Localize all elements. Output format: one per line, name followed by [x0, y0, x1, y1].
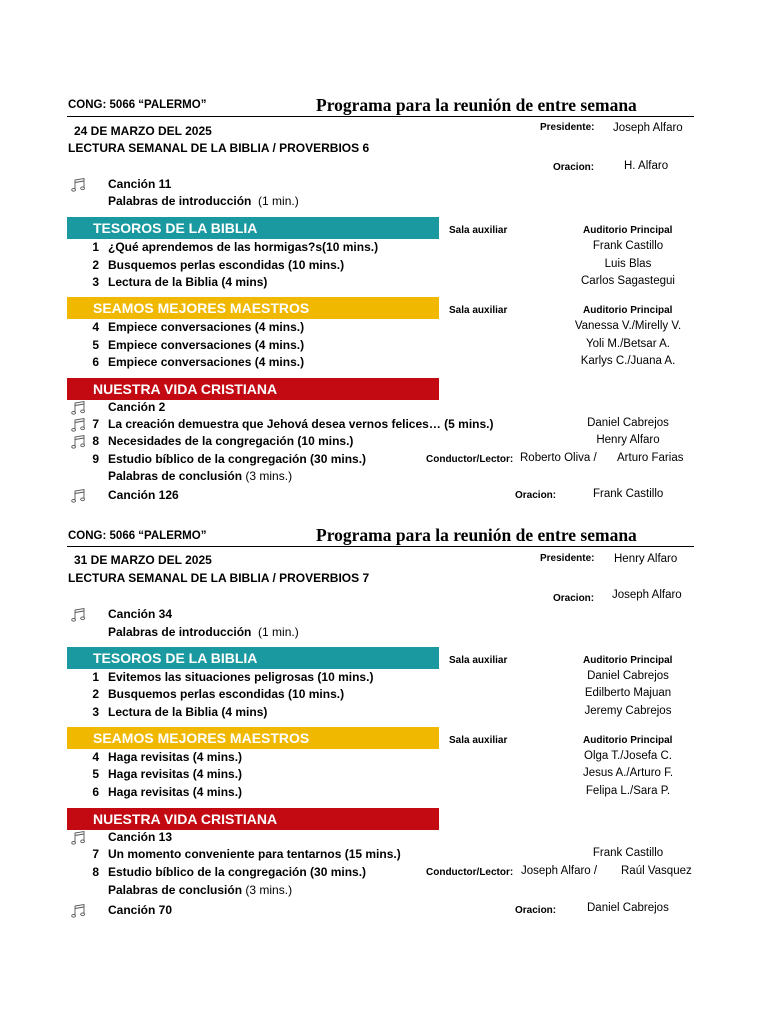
music-note-icon [71, 488, 87, 504]
music-note-icon [71, 177, 87, 193]
assignee: Felipa L./Sara P. [585, 785, 671, 797]
section-treasures: TESOROS DE LA BIBLIA [67, 217, 439, 239]
reader-name: Raúl Vasquez [621, 865, 692, 877]
item-title: La creación demuestra que Jehová desea vernos felices… (5 mins.) [108, 417, 494, 431]
middle-song: Canción 13 [108, 830, 173, 844]
main-room-label: Auditorio Principal [583, 225, 673, 236]
section-christian-life: NUESTRA VIDA CRISTIANA [67, 808, 439, 830]
assignee: Jesus A./Arturo F. [582, 767, 674, 779]
item-number: 3 [92, 275, 99, 289]
item-number: 2 [92, 687, 99, 701]
section-teachers: SEAMOS MEJORES MAESTROS [67, 727, 439, 749]
closing-words: Palabras de conclusión (3 mins.) [108, 469, 293, 483]
item-title: Haga revisitas (4 mins.) [108, 785, 243, 799]
assignee: Karlys C./Juana A. [580, 355, 676, 367]
closing-song: Canción 70 [108, 903, 173, 917]
prayer-name: H. Alfaro [624, 160, 669, 172]
bible-reading: LECTURA SEMANAL DE LA BIBLIA / PROVERBIOS 7 [68, 571, 370, 585]
item-title: Empiece conversaciones (4 mins.) [108, 355, 305, 369]
page-title: Programa para la reunión de entre semana [316, 525, 637, 545]
conductor-name: Joseph Alfaro / [521, 865, 598, 877]
item-number: 5 [92, 338, 99, 352]
section-treasures: TESOROS DE LA BIBLIA [67, 647, 439, 669]
item-title: Empiece conversaciones (4 mins.) [108, 320, 305, 334]
item-title: Necesidades de la congregación (10 mins.) [108, 434, 354, 448]
assignee: Carlos Sagastegui [581, 275, 675, 287]
aux-room-label: Sala auxiliar [449, 655, 508, 666]
intro-words: Palabras de introducción (1 min.) [108, 194, 299, 208]
assignee: Luis Blas [604, 258, 652, 270]
closing-prayer-label: Oracion: [515, 905, 557, 916]
item-number: 8 [92, 434, 99, 448]
item-number: 6 [92, 355, 99, 369]
item-number: 1 [92, 670, 99, 684]
cong-label: CONG: 5066 “PALERMO” [68, 99, 207, 111]
item-title: ¿Qué aprendemos de las hormigas?s(10 mins.) [108, 240, 379, 254]
reader-name: Arturo Farias [617, 452, 684, 464]
header-rule [67, 116, 694, 117]
item-number: 8 [92, 865, 99, 879]
assignee: Olga T./Josefa C. [584, 750, 672, 762]
intro-words: Palabras de introducción (1 min.) [108, 625, 299, 639]
main-room-label: Auditorio Principal [583, 305, 673, 316]
prayer-label: Oracion: [553, 162, 595, 173]
opening-song: Canción 11 [108, 177, 172, 191]
item-number: 1 [92, 240, 99, 254]
item-number: 7 [92, 847, 99, 861]
bible-reading: LECTURA SEMANAL DE LA BIBLIA / PROVERBIOS 6 [68, 141, 370, 155]
music-note-icon [71, 830, 87, 846]
main-room-label: Auditorio Principal [583, 655, 673, 666]
aux-room-label: Sala auxiliar [449, 735, 508, 746]
item-number: 7 [92, 417, 99, 431]
item-title: Busquemos perlas escondidas (10 mins.) [108, 687, 345, 701]
president-name: Henry Alfaro [614, 553, 678, 565]
assignee: Frank Castillo [592, 240, 664, 252]
item-title: Un momento conveniente para tentarnos (15 mins.) [108, 847, 401, 861]
item-title: Estudio bíblico de la congregación (30 mins.) [108, 452, 367, 466]
conductor-name: Roberto Oliva / [520, 452, 597, 464]
item-title: Haga revisitas (4 mins.) [108, 750, 243, 764]
item-number: 6 [92, 785, 99, 799]
assignee: Daniel Cabrejos [587, 670, 669, 682]
item-number: 9 [92, 452, 99, 466]
president-label: Presidente: [540, 553, 595, 564]
closing-prayer-name: Frank Castillo [593, 488, 664, 500]
closing-prayer-label: Oracion: [515, 490, 557, 501]
president-name: Joseph Alfaro [613, 122, 683, 134]
item-number: 5 [92, 767, 99, 781]
item-title: Lectura de la Biblia (4 mins) [108, 705, 268, 719]
item-title: Empiece conversaciones (4 mins.) [108, 338, 305, 352]
music-note-icon [71, 607, 87, 623]
assignee: Vanessa V./Mirelly V. [574, 320, 682, 332]
item-title: Evitemos las situaciones peligrosas (10 mins.) [108, 670, 374, 684]
closing-words: Palabras de conclusión (3 mins.) [108, 883, 293, 897]
item-title: Lectura de la Biblia (4 mins) [108, 275, 268, 289]
main-room-label: Auditorio Principal [583, 735, 673, 746]
prayer-label: Oracion: [553, 593, 595, 604]
item-number: 4 [92, 750, 99, 764]
assignee: Daniel Cabrejos [587, 417, 669, 429]
music-note-icon [71, 903, 87, 919]
cong-label: CONG: 5066 “PALERMO” [68, 530, 207, 542]
middle-song: Canción 2 [108, 400, 166, 414]
item-number: 3 [92, 705, 99, 719]
item-number: 4 [92, 320, 99, 334]
aux-room-label: Sala auxiliar [449, 305, 508, 316]
item-number: 2 [92, 258, 99, 272]
header-rule [67, 546, 694, 547]
meeting-date: 31 DE MARZO DEL 2025 [74, 553, 212, 567]
aux-room-label: Sala auxiliar [449, 225, 508, 236]
president-label: Presidente: [540, 122, 595, 133]
section-christian-life: NUESTRA VIDA CRISTIANA [67, 378, 439, 400]
closing-prayer-name: Daniel Cabrejos [587, 902, 669, 914]
closing-song: Canción 126 [108, 488, 179, 502]
meeting-date: 24 DE MARZO DEL 2025 [74, 124, 212, 138]
item-title: Busquemos perlas escondidas (10 mins.) [108, 258, 345, 272]
section-teachers: SEAMOS MEJORES MAESTROS [67, 297, 439, 319]
music-note-icon [71, 400, 87, 416]
assignee: Jeremy Cabrejos [584, 705, 672, 717]
prayer-name: Joseph Alfaro [612, 589, 682, 601]
assignee: Frank Castillo [592, 847, 664, 859]
assignee: Edilberto Majuan [584, 687, 672, 699]
conductor-label: Conductor/Lector: [426, 867, 514, 878]
opening-song: Canción 34 [108, 607, 173, 621]
item-title: Estudio bíblico de la congregación (30 mins.) [108, 865, 367, 879]
conductor-label: Conductor/Lector: [426, 454, 514, 465]
assignee: Yoli M./Betsar A. [586, 338, 670, 350]
assignee: Henry Alfaro [596, 434, 660, 446]
page-title: Programa para la reunión de entre semana [316, 95, 637, 115]
item-title: Haga revisitas (4 mins.) [108, 767, 243, 781]
